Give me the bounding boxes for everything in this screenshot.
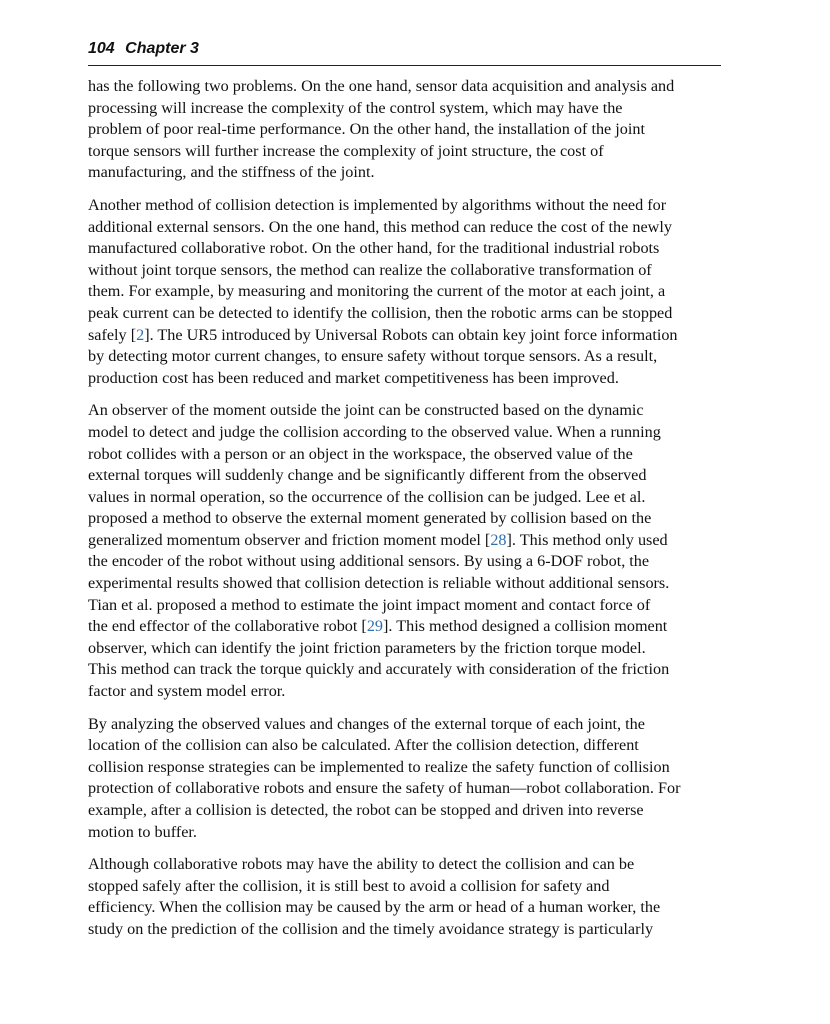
text-line: This method can track the torque quickly and accurately with consideration of the friction bbox=[88, 660, 670, 679]
text-line: has the following two problems. On the one hand, sensor data acquisition and analysis and bbox=[88, 77, 675, 95]
text-line: the encoder of the robot without using additional sensors. By using a 6-DOF robot, the bbox=[88, 552, 650, 571]
text-line: robot collides with a person or an object in the workspace, the observed value of the bbox=[88, 444, 633, 463]
text-line: manufactured collaborative robot. On the other hand, for the traditional industrial robots bbox=[88, 239, 660, 258]
text-line-with-citation bbox=[88, 616, 716, 638]
text-fragment: the end effector of the collaborative robot [ bbox=[88, 617, 367, 636]
text-line: torque sensors will further increase the complexity of joint structure, the cost of bbox=[88, 141, 604, 160]
text-line: experimental results showed that collision detection is reliable without additional sensors. bbox=[88, 574, 670, 593]
text-line: additional external sensors. On the one hand, this method can reduce the cost of the newly bbox=[88, 217, 672, 236]
text-line: processing will increase the complexity of the control system, which may have the bbox=[88, 98, 623, 117]
text-line: motion to buffer. bbox=[88, 822, 197, 841]
text-fragment: safely [ bbox=[88, 325, 137, 344]
text-line-with-citation bbox=[88, 530, 716, 552]
text-line: external torques will suddenly change and be significantly different from the observed bbox=[88, 466, 647, 485]
text-line: manufacturing, and the stiffness of the joint. bbox=[88, 163, 375, 182]
chapter-label: Chapter 3 bbox=[125, 40, 199, 57]
text-line: by detecting motor current changes, to ensure safety without torque sensors. As a result, bbox=[88, 347, 658, 366]
text-line: study on the prediction of the collision and the timely avoidance strategy is particularly bbox=[88, 919, 654, 938]
body-text bbox=[88, 76, 716, 941]
text-fragment: ]. This method designed a collision moment bbox=[383, 617, 668, 636]
text-line: without joint torque sensors, the method can realize the collaborative transformation of bbox=[88, 260, 652, 279]
text-line: Tian et al. proposed a method to estimate the joint impact moment and contact force of bbox=[88, 595, 651, 614]
text-line: values in normal operation, so the occurrence of the collision can be judged. Lee et al. bbox=[88, 487, 646, 506]
paragraph-5 bbox=[88, 854, 716, 940]
text-line: location of the collision can also be calculated. After the collision detection, different bbox=[88, 736, 639, 755]
text-fragment: ]. The UR5 introduced by Universal Robots can obtain key joint force information bbox=[144, 325, 678, 344]
text-line: problem of poor real-time performance. On the other hand, the installation of the joint bbox=[88, 120, 645, 139]
text-line: proposed a method to observe the external moment generated by collision based on the bbox=[88, 509, 652, 528]
text-line: Although collaborative robots may have the ability to detect the collision and can be bbox=[88, 855, 635, 874]
paragraph-1 bbox=[88, 76, 716, 184]
citation-link-29[interactable]: 29 bbox=[366, 617, 384, 636]
text-line: example, after a collision is detected, the robot can be stopped and driven into reverse bbox=[88, 801, 644, 819]
text-line: production cost has been reduced and market competitiveness has been improved. bbox=[88, 368, 619, 387]
text-line: efficiency. When the collision may be caused by the arm or head of a human worker, the bbox=[88, 898, 661, 917]
page-number: 104 bbox=[88, 40, 115, 57]
text-line: An observer of the moment outside the joint can be constructed based on the dynamic bbox=[88, 401, 644, 420]
text-line: factor and system model error. bbox=[88, 682, 286, 701]
text-line: them. For example, by measuring and monitoring the current of the motor at each joint, a bbox=[88, 282, 666, 301]
text-line: observer, which can identify the joint friction parameters by the friction torque model. bbox=[88, 638, 646, 657]
text-line: By analyzing the observed values and changes of the external torque of each joint, the bbox=[88, 714, 645, 733]
text-line: model to detect and judge the collision according to the observed value. When a running bbox=[88, 422, 661, 441]
text-fragment: generalized momentum observer and friction moment model [ bbox=[88, 530, 491, 549]
text-fragment: ]. This method only used bbox=[506, 530, 668, 549]
paragraph-3 bbox=[88, 400, 716, 702]
text-line: collision response strategies can be implemented to realize the safety function of collision bbox=[88, 757, 670, 776]
citation-link-2[interactable]: 2 bbox=[136, 325, 145, 344]
running-header bbox=[88, 38, 721, 66]
text-line: stopped safely after the collision, it is still best to avoid a collision for safety and bbox=[88, 876, 610, 895]
citation-link-28[interactable]: 28 bbox=[490, 530, 507, 549]
text-line-with-citation bbox=[88, 325, 716, 347]
text-line: Another method of collision detection is implemented by algorithms without the need for bbox=[88, 195, 667, 214]
text-line: peak current can be detected to identify the collision, then the robotic arms can be stopped bbox=[88, 303, 673, 322]
paragraph-4 bbox=[88, 714, 716, 844]
paragraph-2 bbox=[88, 195, 716, 389]
text-line: protection of collaborative robots and ensure the safety of human—robot collaboration. For bbox=[88, 779, 681, 798]
